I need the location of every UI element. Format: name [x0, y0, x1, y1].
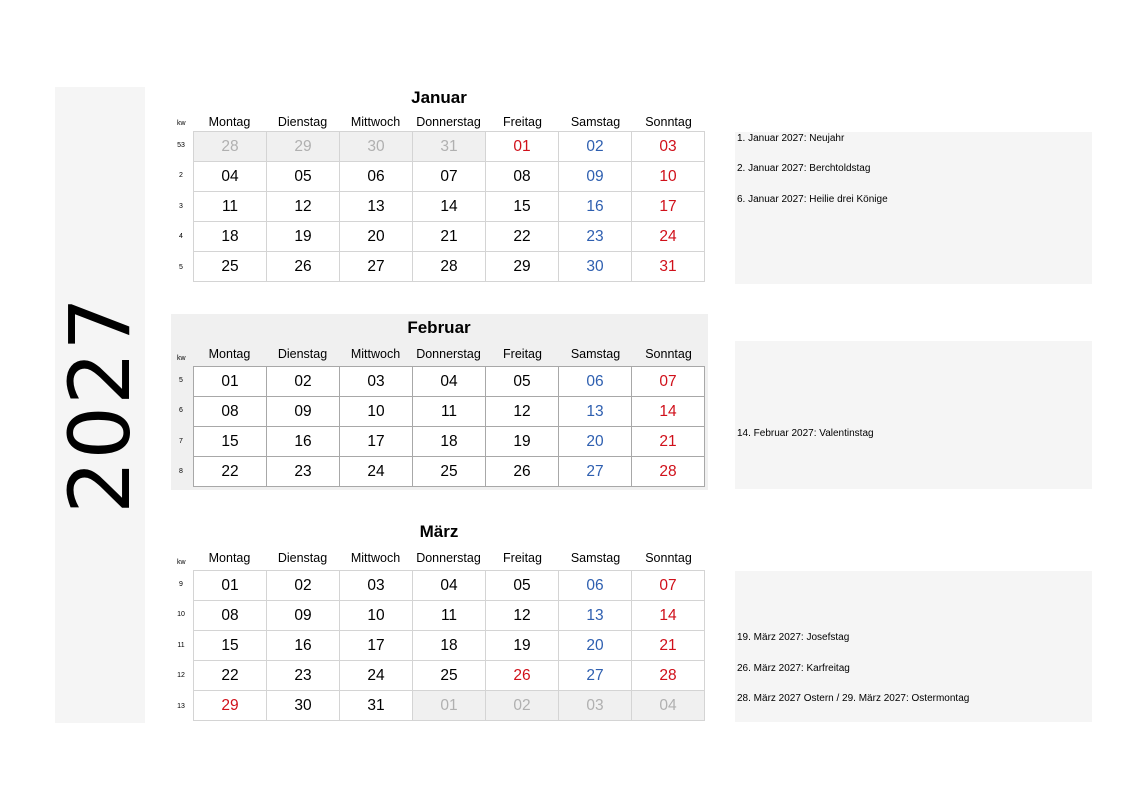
- day-cell[interactable]: 11: [194, 192, 267, 222]
- day-cell[interactable]: 02: [486, 691, 559, 721]
- day-cell[interactable]: 06: [559, 571, 632, 601]
- holiday-note: 2. Januar 2027: Berchtoldstag: [737, 163, 871, 174]
- week-row: [194, 457, 705, 487]
- week-row: [194, 631, 705, 661]
- day-cell[interactable]: 28: [632, 457, 705, 487]
- week-row: [194, 162, 705, 192]
- day-cell[interactable]: 07: [413, 162, 486, 192]
- week-number: 2: [179, 172, 183, 180]
- day-cell[interactable]: 12: [486, 601, 559, 631]
- day-cell[interactable]: 03: [559, 691, 632, 721]
- day-cell[interactable]: 03: [632, 132, 705, 162]
- day-cell[interactable]: 01: [486, 132, 559, 162]
- week-number: 6: [179, 407, 183, 415]
- weekday-header: Freitag: [503, 551, 542, 565]
- day-cell[interactable]: 16: [267, 427, 340, 457]
- kw-label: kw: [177, 120, 186, 127]
- weekday-header: Donnerstag: [416, 551, 481, 565]
- day-cell[interactable]: 28: [413, 252, 486, 282]
- day-cell[interactable]: 14: [413, 192, 486, 222]
- day-cell[interactable]: 04: [194, 162, 267, 192]
- day-cell[interactable]: 08: [486, 162, 559, 192]
- day-cell[interactable]: 18: [413, 631, 486, 661]
- week-number: 5: [179, 377, 183, 384]
- week-row: [194, 427, 705, 457]
- day-cell[interactable]: 04: [413, 571, 486, 601]
- day-cell[interactable]: 27: [559, 457, 632, 487]
- weekday-header: Mittwoch: [350, 347, 401, 361]
- week-number: 5: [179, 263, 183, 271]
- day-cell[interactable]: 05: [486, 571, 559, 601]
- month-grid: [193, 570, 705, 721]
- weekday-header: Mittwoch: [350, 115, 401, 129]
- day-cell[interactable]: 24: [632, 222, 705, 252]
- weekday-header: Donnerstag: [416, 347, 481, 361]
- holiday-note: 26. März 2027: Karfreitag: [737, 663, 850, 674]
- day-cell[interactable]: 19: [267, 222, 340, 252]
- day-cell[interactable]: 31: [413, 132, 486, 162]
- month-title: Februar: [407, 318, 471, 337]
- day-cell[interactable]: 15: [486, 192, 559, 222]
- week-number: 12: [177, 672, 185, 680]
- day-cell[interactable]: 21: [632, 427, 705, 457]
- day-cell[interactable]: 13: [559, 397, 632, 427]
- day-cell[interactable]: 11: [413, 601, 486, 631]
- day-cell[interactable]: 09: [267, 397, 340, 427]
- month-title: März: [419, 522, 459, 541]
- weekday-header: Samstag: [570, 347, 621, 361]
- day-cell[interactable]: 05: [486, 367, 559, 397]
- month-grid: [193, 131, 705, 282]
- weekday-header: Dienstag: [277, 347, 328, 361]
- day-cell[interactable]: 21: [413, 222, 486, 252]
- weekday-header: Samstag: [570, 551, 621, 565]
- weekday-header: Dienstag: [277, 551, 328, 565]
- day-cell[interactable]: 06: [340, 162, 413, 192]
- day-cell[interactable]: 23: [267, 457, 340, 487]
- day-cell[interactable]: 23: [559, 222, 632, 252]
- week-row: [194, 661, 705, 691]
- day-cell[interactable]: 05: [267, 162, 340, 192]
- day-cell[interactable]: 25: [413, 457, 486, 487]
- day-cell[interactable]: 29: [267, 132, 340, 162]
- week-row: [194, 397, 705, 427]
- holiday-notes-box: [735, 341, 1092, 489]
- week-row: [194, 367, 705, 397]
- weekday-header: Dienstag: [277, 115, 328, 129]
- day-cell[interactable]: 10: [340, 397, 413, 427]
- weekday-header: Sonntag: [645, 115, 692, 129]
- day-cell[interactable]: 22: [194, 661, 267, 691]
- day-cell[interactable]: 11: [413, 397, 486, 427]
- weekday-header: Sonntag: [645, 551, 692, 565]
- day-cell[interactable]: 01: [194, 571, 267, 601]
- day-cell[interactable]: 18: [194, 222, 267, 252]
- day-cell[interactable]: 24: [340, 661, 413, 691]
- holiday-notes-box: [735, 132, 1092, 284]
- day-cell[interactable]: 10: [340, 601, 413, 631]
- holiday-note: 19. März 2027: Josefstag: [737, 632, 850, 643]
- day-cell[interactable]: 04: [413, 367, 486, 397]
- day-cell[interactable]: 02: [267, 571, 340, 601]
- day-cell[interactable]: 03: [340, 367, 413, 397]
- day-cell[interactable]: 15: [194, 631, 267, 661]
- weekday-header: Freitag: [503, 115, 542, 129]
- day-cell[interactable]: 04: [632, 691, 705, 721]
- day-cell[interactable]: 28: [632, 661, 705, 691]
- day-cell[interactable]: 08: [194, 397, 267, 427]
- day-cell[interactable]: 13: [340, 192, 413, 222]
- day-cell[interactable]: 15: [194, 427, 267, 457]
- day-cell[interactable]: 16: [559, 192, 632, 222]
- holiday-note: 14. Februar 2027: Valentinstag: [737, 428, 874, 439]
- day-cell[interactable]: 19: [486, 427, 559, 457]
- day-cell[interactable]: 31: [340, 691, 413, 721]
- week-row: [194, 691, 705, 721]
- week-row: [194, 601, 705, 631]
- day-cell[interactable]: 24: [340, 457, 413, 487]
- weekday-header: Mittwoch: [350, 551, 401, 565]
- day-cell[interactable]: 21: [632, 631, 705, 661]
- holiday-note: 1. Januar 2027: Neujahr: [737, 133, 845, 144]
- day-cell[interactable]: 31: [632, 252, 705, 282]
- weekday-header: Samstag: [570, 115, 621, 129]
- weekday-header: Freitag: [503, 347, 542, 361]
- week-row: [194, 192, 705, 222]
- day-cell[interactable]: 27: [559, 661, 632, 691]
- week-number: 8: [179, 468, 183, 476]
- day-cell[interactable]: 27: [340, 252, 413, 282]
- day-cell[interactable]: 25: [413, 661, 486, 691]
- day-cell[interactable]: 07: [632, 367, 705, 397]
- day-cell[interactable]: 29: [194, 691, 267, 721]
- holiday-note: 6. Januar 2027: Heilie drei Könige: [737, 194, 888, 205]
- day-cell[interactable]: 30: [340, 132, 413, 162]
- day-cell[interactable]: 19: [486, 631, 559, 661]
- day-cell[interactable]: 20: [559, 631, 632, 661]
- day-cell[interactable]: 20: [559, 427, 632, 457]
- day-cell[interactable]: 09: [267, 601, 340, 631]
- week-row: [194, 222, 705, 252]
- weekday-header: Montag: [208, 115, 251, 129]
- weekday-header: Montag: [208, 551, 251, 565]
- holiday-note: 28. März 2027 Ostern / 29. März 2027: Ostermontag: [737, 693, 970, 704]
- weekday-header: Montag: [208, 347, 251, 361]
- year-title: 2027: [51, 296, 149, 514]
- day-cell[interactable]: 16: [267, 631, 340, 661]
- day-cell[interactable]: 08: [194, 601, 267, 631]
- week-number: 9: [179, 581, 183, 588]
- day-cell[interactable]: 29: [486, 252, 559, 282]
- day-cell[interactable]: 18: [413, 427, 486, 457]
- week-number: 10: [177, 611, 185, 619]
- week-row: [194, 132, 705, 162]
- day-cell[interactable]: 14: [632, 397, 705, 427]
- week-number: 3: [179, 202, 183, 210]
- day-cell[interactable]: 07: [632, 571, 705, 601]
- day-cell[interactable]: 26: [267, 252, 340, 282]
- week-number: 4: [179, 233, 183, 241]
- day-cell[interactable]: 23: [267, 661, 340, 691]
- day-cell[interactable]: 12: [486, 397, 559, 427]
- month-grid: [193, 366, 705, 487]
- day-cell[interactable]: 17: [340, 427, 413, 457]
- day-cell[interactable]: 28: [194, 132, 267, 162]
- day-cell[interactable]: 25: [194, 252, 267, 282]
- day-cell[interactable]: 06: [559, 367, 632, 397]
- day-cell[interactable]: 30: [267, 691, 340, 721]
- day-cell[interactable]: 03: [340, 571, 413, 601]
- day-cell[interactable]: 17: [632, 192, 705, 222]
- day-cell[interactable]: 22: [486, 222, 559, 252]
- day-cell[interactable]: 30: [559, 252, 632, 282]
- day-cell[interactable]: 01: [194, 367, 267, 397]
- month-title: Januar: [411, 88, 467, 107]
- week-number: 11: [177, 641, 185, 649]
- week-row: [194, 252, 705, 282]
- day-cell[interactable]: 10: [632, 162, 705, 192]
- week-number: 7: [179, 437, 183, 445]
- day-cell[interactable]: 14: [632, 601, 705, 631]
- weekday-header: Donnerstag: [416, 115, 481, 129]
- week-row: [194, 571, 705, 601]
- kw-label: kw: [177, 355, 186, 362]
- day-cell[interactable]: 01: [413, 691, 486, 721]
- day-cell[interactable]: 17: [340, 631, 413, 661]
- weekday-header: Sonntag: [645, 347, 692, 361]
- day-cell[interactable]: 20: [340, 222, 413, 252]
- day-cell[interactable]: 02: [559, 132, 632, 162]
- week-number: 13: [177, 702, 185, 710]
- day-cell[interactable]: 09: [559, 162, 632, 192]
- day-cell[interactable]: 26: [486, 457, 559, 487]
- day-cell[interactable]: 22: [194, 457, 267, 487]
- day-cell[interactable]: 13: [559, 601, 632, 631]
- day-cell[interactable]: 12: [267, 192, 340, 222]
- day-cell[interactable]: 26: [486, 661, 559, 691]
- kw-label: kw: [177, 559, 186, 566]
- week-number: 53: [177, 142, 185, 149]
- day-cell[interactable]: 02: [267, 367, 340, 397]
